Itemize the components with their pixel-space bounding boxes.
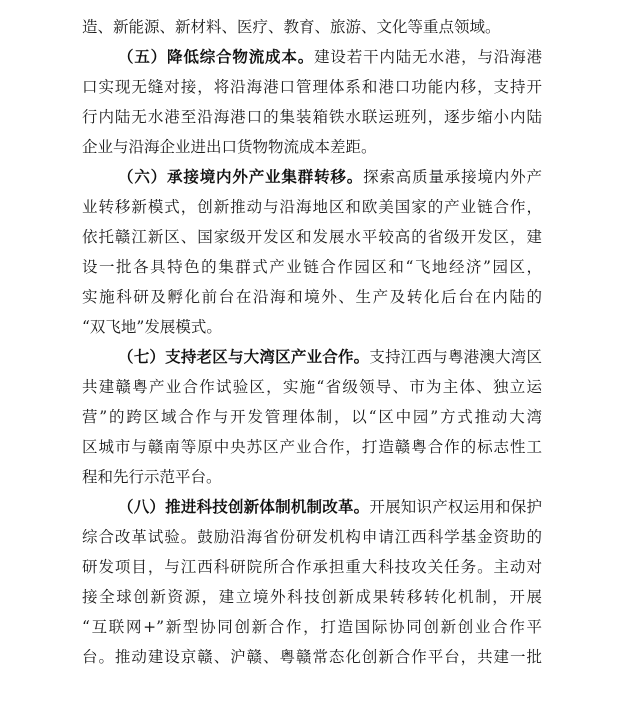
text-line: 综合改革试验。鼓励沿海省份研发机构申请江西科学基金资助的 bbox=[82, 528, 542, 546]
section-heading-6: （六）承接境内外产业集群转移。 bbox=[118, 168, 364, 186]
text-line: 共建赣粤产业合作试验区，实施“省级领导、市为主体、独立运 bbox=[82, 378, 542, 396]
text-line: 依托赣江新区、国家级开发区和发展水平较高的省级开发区，建 bbox=[82, 228, 542, 246]
text-line: 实施科研及孵化前台在沿海和境外、生产及转化后台在内陆的 bbox=[82, 288, 542, 306]
text-line: 台。推动建设京赣、沪赣、粤赣常态化创新合作平台，共建一批 bbox=[82, 648, 542, 666]
text-line: 口实现无缝对接，将沿海港口管理体系和港口功能内移，支持开 bbox=[82, 78, 542, 96]
text-span: 开展知识产权运用和保护 bbox=[369, 498, 542, 516]
section-heading-8: （八）推进科技创新体制机制改革。 bbox=[118, 498, 370, 516]
text-line: 研发项目，与江西科研院所合作承担重大科技攻关任务。主动对 bbox=[82, 558, 542, 576]
text-line: 业转移新模式，创新推动与沿海地区和欧美国家的产业链合作， bbox=[82, 198, 542, 216]
section-8-line bbox=[118, 492, 542, 522]
text-span: 探索高质量承接境内外产 bbox=[363, 168, 542, 186]
section-heading-7: （七）支持老区与大湾区产业合作。 bbox=[118, 348, 370, 366]
text-line: 企业与沿海企业进出口货物物流成本差距。 bbox=[82, 138, 377, 156]
text-line: 程和先行示范平台。 bbox=[82, 468, 222, 486]
section-heading-5: （五）降低综合物流成本。 bbox=[118, 48, 315, 66]
text-span: 建设若干内陆无水港，与沿海港 bbox=[314, 48, 542, 66]
text-span: 支持江西与粤港澳大湾区 bbox=[369, 348, 542, 366]
text-line: 接全球创新资源，建立境外科技创新成果转移转化机制，开展 bbox=[82, 588, 542, 606]
text-line: 设一批各具特色的集群式产业链合作园区和“飞地经济”园区， bbox=[82, 258, 542, 276]
text-line: 造、新能源、新材料、医疗、教育、旅游、文化等重点领域。 bbox=[82, 18, 501, 36]
section-5-line bbox=[118, 42, 542, 72]
section-6-line bbox=[118, 162, 542, 192]
text-line: 营”的跨区域合作与开发管理体制，以“区中园”方式推动大湾 bbox=[82, 408, 542, 426]
text-line: 行内陆无水港至沿海港口的集装箱铁水联运班列，逐步缩小内陆 bbox=[82, 108, 542, 126]
text-line: 区城市与赣南等原中央苏区产业合作，打造赣粤合作的标志性工 bbox=[82, 438, 542, 456]
text-line: “互联网+”新型协同创新合作，打造国际协同创新创业合作平 bbox=[82, 618, 542, 636]
text-line: “双飞地”发展模式。 bbox=[82, 318, 222, 336]
section-7-line bbox=[118, 342, 542, 372]
